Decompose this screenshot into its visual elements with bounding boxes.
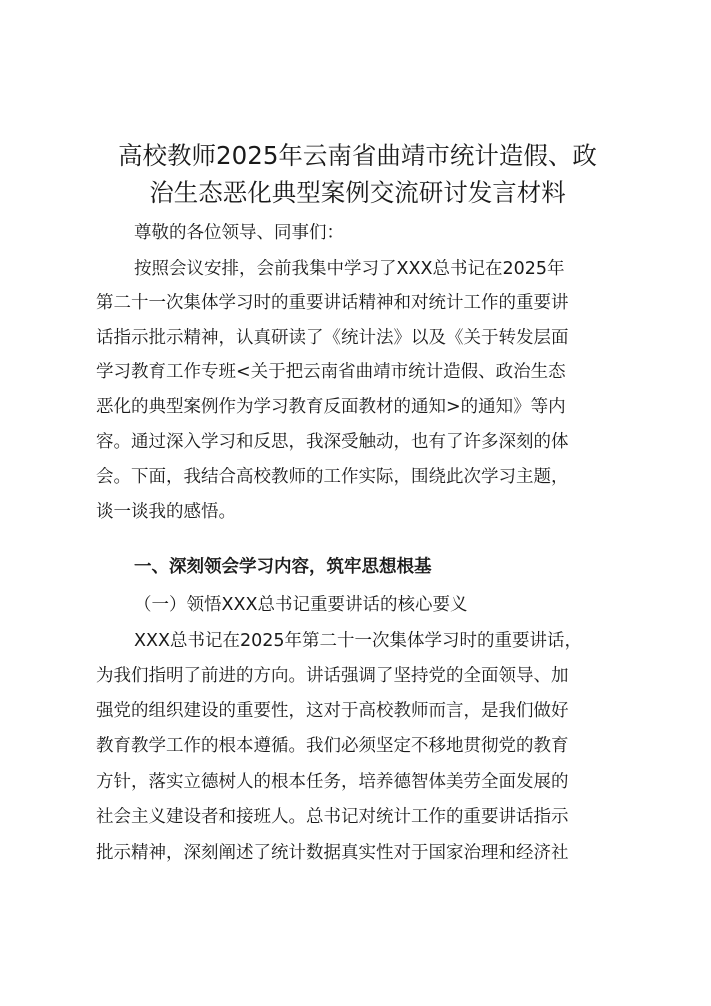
paragraph-1-line: 谈一谈我的感悟。	[96, 502, 236, 522]
subsection-heading: （一）领悟XXX总书记重要讲话的核心要义	[134, 595, 468, 615]
paragraph-1-line: 恶化的典型案例作为学习教育反面教材的通知>的通知》等内	[96, 397, 566, 417]
paragraph-2-line: 社会主义建设者和接班人。总书记对统计工作的重要讲话指示	[96, 807, 569, 827]
document-title-line-2: 治生态恶化典型案例交流研讨发言材料	[149, 178, 566, 207]
paragraph-2-line: 为我们指明了前进的方向。讲话强调了坚持党的全面领导、加	[96, 666, 569, 686]
section-heading: 一、深刻领会学习内容，筑牢思想根基	[134, 557, 432, 577]
salutation: 尊敬的各位领导、同事们：	[134, 223, 344, 243]
paragraph-1-line: 按照会议安排，会前我集中学习了XXX总书记在2025年	[134, 259, 565, 279]
paragraph-1-line: 容。通过深入学习和反思，我深受触动，也有了许多深刻的体	[96, 432, 569, 452]
document-title-line-1: 高校教师2025年云南省曲靖市统计造假、政	[118, 141, 597, 170]
paragraph-1-line: 学习教育工作专班<关于把云南省曲靖市统计造假、政治生态	[96, 362, 566, 382]
paragraph-2-line: 教育教学工作的根本遵循。我们必须坚定不移地贯彻党的教育	[96, 736, 569, 756]
paragraph-1-line: 话指示批示精神，认真研读了《统计法》以及《关于转发层面	[96, 328, 569, 348]
paragraph-1-line: 第二十一次集体学习时的重要讲话精神和对统计工作的重要讲	[96, 293, 569, 313]
paragraph-2-line: 方针，落实立德树人的根本任务，培养德智体美劳全面发展的	[96, 772, 569, 792]
paragraph-2-line: 强党的组织建设的重要性，这对于高校教师而言，是我们做好	[96, 701, 569, 721]
paragraph-1-line: 会。下面，我结合高校教师的工作实际，围绕此次学习主题，	[96, 467, 569, 487]
paragraph-2-line: XXX总书记在2025年第二十一次集体学习时的重要讲话，	[134, 631, 583, 651]
paragraph-2-line: 批示精神，深刻阐述了统计数据真实性对于国家治理和经济社	[96, 843, 569, 863]
